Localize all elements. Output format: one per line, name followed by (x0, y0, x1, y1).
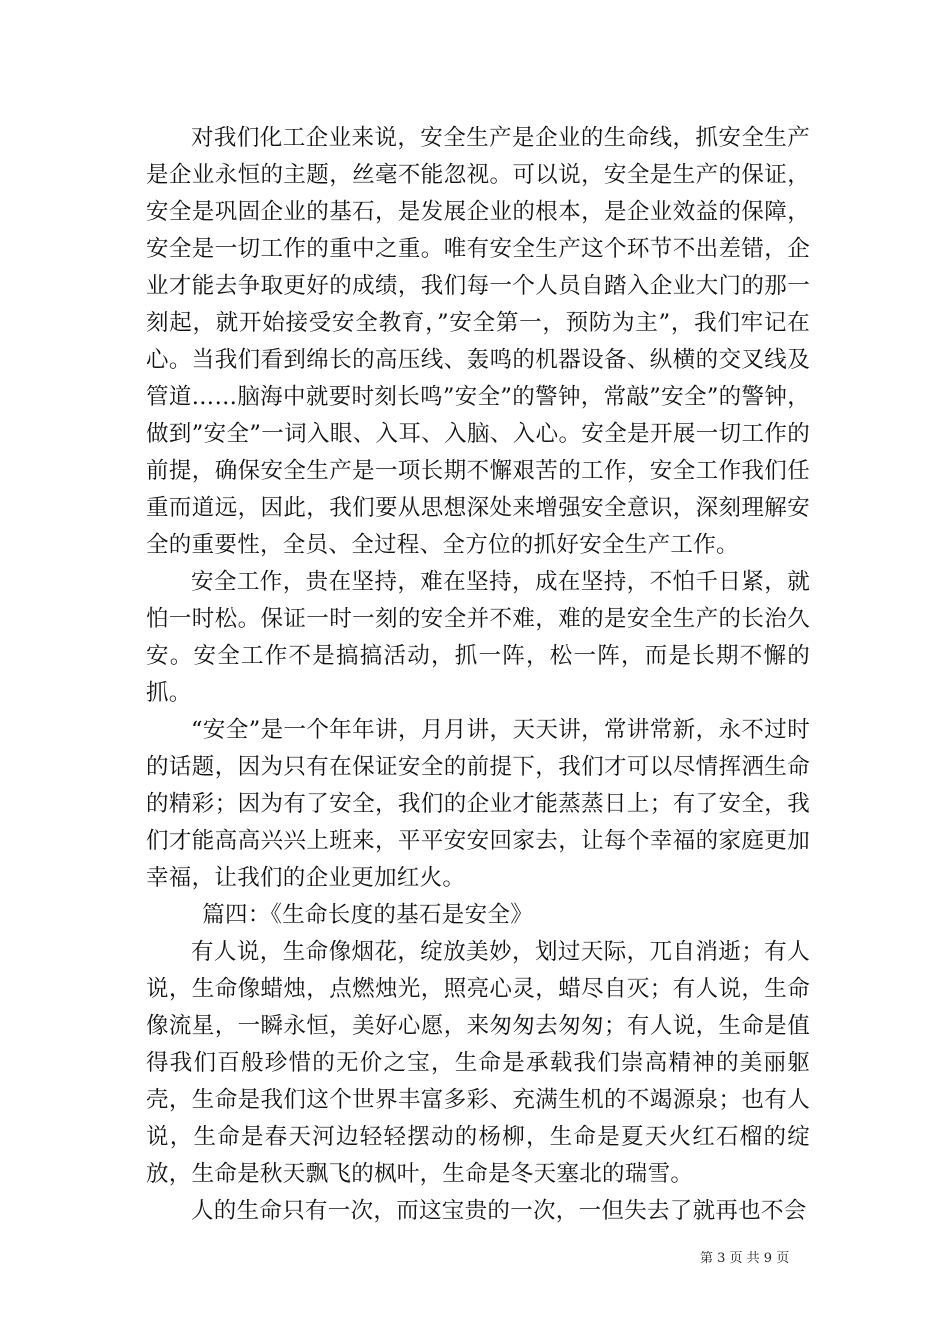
paragraph-life-metaphors: 有人说，生命像烟花，绽放美妙，划过天际，兀自消逝；有人说，生命像蜡烛，点燃烛光，照亮心灵，蜡尽自灭；有人说，生命像流星，一瞬永恒，美好心愿，来匆匆去匆匆；有人说，生命是值得我们百般珍惜的无价之宝，生命是承载我们崇高精神的美丽躯壳，生命是我们这个世界丰富多彩、充满生机的不竭源泉；也有人说，生命是春天河边轻轻摆动的杨柳，生命是夏天火红石榴的绽放，生命是秋天飘飞的枫叶，生命是冬天塞北的瑞雪。 (146, 939, 810, 1187)
paragraph-safety-lifeline: 对我们化工企业来说，安全生产是企业的生命线，抓安全生产是企业永恒的主题，丝毫不能忽视。可以说，安全是生产的保证，安全是巩固企业的基石，是发展企业的根本，是企业效益的保障，安全是一切工作的重中之重。唯有安全生产这个环节不出差错，企业才能去争取更好的成绩，我们每一个人员自踏入企业大门的那一刻起，就开始接受安全教育，”安全第一，预防为主”，我们牢记在心。当我们看到绵长的高压线、轰鸣的机器设备、纵横的交叉线及管道……脑海中就要时刻长鸣”安全”的警钟，常敲”安全”的警钟，做到”安全”一词入眼、入耳、入脑、入心。安全是开展一切工作的前提，确保安全生产是一项长期不懈艰苦的工作，安全工作我们任重而道远，因此，我们要从思想深处来增强安全意识，深刻理解安全的重要性，全员、全过程、全方位的抓好安全生产工作。 (146, 125, 810, 558)
page-number: 第 3 页 共 9 页 (700, 1251, 790, 1266)
document-body (146, 120, 810, 1230)
paragraph-safety-topic: “安全”是一个年年讲，月月讲，天天讲，常讲常新，永不过时的话题，因为只有在保证安全的前提下，我们才可以尽情挥洒生命的精彩；因为有了安全，我们的企业才能蒸蒸日上；有了安全，我们才能高高兴兴上班来，平平安安回家去，让每个幸福的家庭更加幸福，让我们的企业更加红火。 (146, 717, 810, 891)
paragraph-persistence: 安全工作，贵在坚持，难在坚持，成在坚持，不怕千日紧，就怕一时松。保证一时一刻的安全并不难，难的是安全生产的长治久安。安全工作不是搞搞活动，抓一阵，松一阵，而是长期不懈的抓。 (146, 569, 810, 706)
paragraph-life-once: 人的生命只有一次，而这宝贵的一次，一但失去了就再也不会 (191, 1198, 807, 1224)
section-title: 篇四：《生命长度的基石是安全》 (202, 902, 534, 928)
